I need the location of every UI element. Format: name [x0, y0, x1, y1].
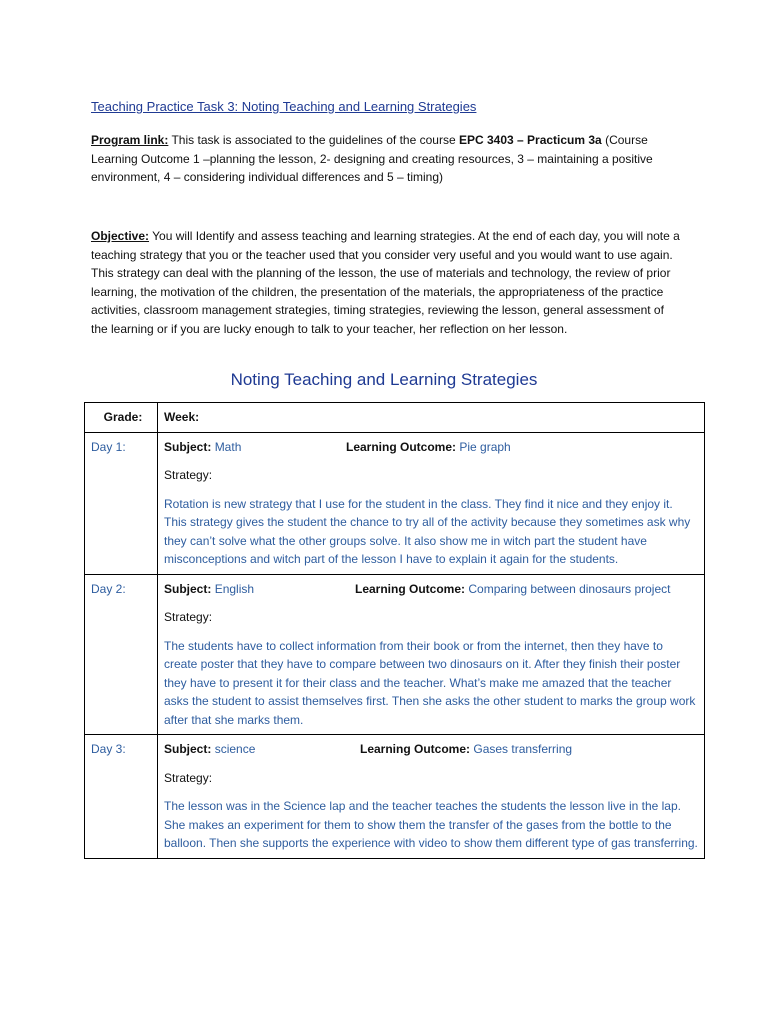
subject-key: Subject:: [164, 742, 212, 756]
table-row-day-1: [85, 432, 705, 574]
learning-outcome-value: Pie graph: [459, 439, 511, 454]
program-link-text: This task is associated to the guidelines of the course: [168, 133, 459, 147]
subject-line: [164, 580, 698, 599]
learning-outcome-key: Learning Outcome:: [346, 439, 457, 454]
day-label: Day 1:: [91, 439, 126, 454]
strategy-text: Rotation is new strategy that I use for the student in the class. They find it nice and they enjoy it. This strategy gives the student the chance to try all of the activity because they sometimes ask why they can’t solve what the other groups solve. It also show me in witch part the student have misconceptions and witch part of the lesson I have to explain it again for the students.: [164, 496, 691, 566]
strategy-label: Strategy:: [164, 468, 213, 482]
table-row-day-2: [85, 574, 705, 735]
subject-key: Subject:: [164, 439, 212, 454]
strategy-text: The lesson was in the Science lap and the teacher teaches the students the lesson live in the lap. She makes an experiment for them to show them the transfer of the gases from the bottle to the balloon. Then she supports the experience with video to show them different type of gas transferring.: [164, 799, 698, 850]
program-link-outcomes: (Course Learning Outcome 1 –planning the lesson, 2- designing and creating resources, 3 – maintaining a positive environment, 4 – considering individual differences and 5 – timing): [91, 133, 653, 184]
day-cell: [85, 432, 158, 574]
header-row: [85, 403, 705, 433]
day-label: Day 2:: [91, 581, 126, 596]
objective-paragraph: [91, 227, 681, 338]
subject-value: English: [214, 581, 255, 596]
learning-outcome-value: Comparing between dinosaurs project: [468, 581, 671, 596]
program-link-paragraph: [91, 131, 681, 187]
subject-value: Math: [214, 439, 242, 454]
day-cell: [85, 574, 158, 735]
program-link-label: Program link:: [91, 133, 169, 147]
task-title: Teaching Practice Task 3: Noting Teaching and Learning Strategies: [91, 99, 477, 114]
table-row-day-3: [85, 735, 705, 859]
strategy-label: Strategy:: [164, 610, 213, 624]
learning-outcome-key: Learning Outcome:: [360, 742, 471, 756]
section-heading: Noting Teaching and Learning Strategies: [230, 370, 538, 389]
grade-label: Grade:: [103, 410, 143, 424]
strategies-table: [84, 402, 705, 859]
objective-label: Objective:: [91, 229, 150, 243]
subject-line: [164, 438, 698, 457]
grade-cell: [85, 403, 158, 433]
day-cell: [85, 735, 158, 859]
day-content-cell: [158, 432, 705, 574]
week-label: Week:: [164, 410, 200, 424]
learning-outcome-value: Gases transferring: [473, 742, 573, 756]
week-cell: [158, 403, 705, 433]
learning-outcome-key: Learning Outcome:: [355, 581, 466, 596]
subject-key: Subject:: [164, 581, 212, 596]
day-content-cell: [158, 735, 705, 859]
day-content-cell: [158, 574, 705, 735]
objective-text: You will Identify and assess teaching and learning strategies. At the end of each day, you will note a teaching strategy that you or the teacher used that you consider very useful and you would want to use again. This strategy can deal with the planning of the lesson, the use of materials and technology, the review of prior learning, the motivation of the children, the presentation of the materials, the appropriateness of the practice activities, classroom management strategies, timing strategies, reviewing the lesson, general assessment of the learning or if you are lucky enough to talk to your teacher, her reflection on her lesson.: [91, 229, 680, 336]
subject-value: science: [214, 742, 256, 756]
strategy-text: The students have to collect information from their book or from the internet, then they have to create poster that they have to compare between two dinosaurs on it. After they finish their poster they have to present it for their class and the teacher. What’s make me amazed that the teacher asks the student to assist themselves first. Then she asks the other student to marks the group work after that she marks them.: [164, 638, 696, 727]
day-label: Day 3:: [91, 742, 126, 756]
strategy-label: Strategy:: [164, 770, 213, 785]
subject-line: [164, 740, 698, 759]
course-code: EPC 3403 – Practicum 3a: [458, 133, 602, 147]
